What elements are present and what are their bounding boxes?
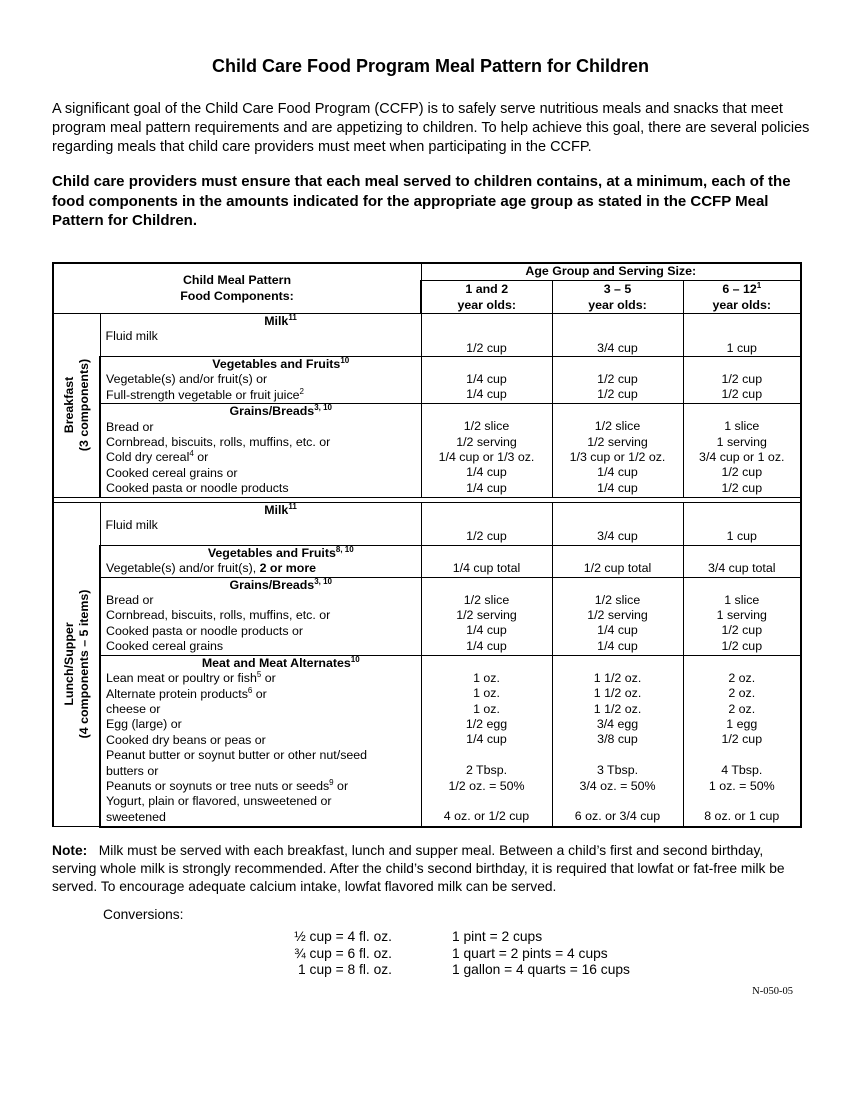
lunch-meat-age-6-12: 2 oz. 2 oz. 2 oz. 1 egg 1/2 cup 4 Tbsp. 1 oz. = 50% 8 oz. or 1 cup (683, 655, 801, 827)
breakfast-veg-age-1-2: 1/4 cup 1/4 cup (421, 357, 552, 404)
breakfast-grains-age-6-12: 1 slice 1 serving 3/4 cup or 1 oz. 1/2 cup 1/2 cup (683, 404, 801, 497)
note-text: Milk must be served with each breakfast, lunch and supper meal. Between a child’s first and second birthday, serving whole milk is strongly recommended. After the child’s second birthday, it is required that lowfat or fat-free milk be served. To encourage adequate calcium intake, lowfat flavored milk can be served. (52, 843, 785, 894)
breakfast-milk-age-3-5: 3/4 cup (552, 314, 683, 357)
lunch-meat-age-3-5: 1 1/2 oz. 1 1/2 oz. 1 1/2 oz. 3/4 egg 3/8 cup 3 Tbsp. 3/4 oz. = 50% 6 oz. or 3/4 cup (552, 655, 683, 827)
lunch-meat-components: Meat and Meat Alternates$^{10}$ Lean meat or poultry or fish$^5$ or Alternate protein products$^6$ or cheese or Egg (large) or Cooked dry beans or peas or Peanut butter or soynut butter or other nut/seed butters or Peanuts or soynuts or tree nuts or seeds$^9$ or Yogurt, plain or flavored, unsweetened or sweetened (100, 655, 421, 827)
breakfast-grains-age-3-5: 1/2 slice 1/2 serving 1/3 cup or 1/2 oz. 1/4 cup 1/4 cup (552, 404, 683, 497)
intro-paragraph: A significant goal of the Child Care Food Program (CCFP) is to safely serve nutritious meals and snacks that meet program meal pattern requirements and are appetizing to children. To help achieve this goal, there are several policies regarding meals that child care providers must meet when participating in the CCFP. (52, 101, 810, 155)
conversions-cups: ½ cup = 4 fl. oz. ¾ cup = 6 fl. oz. 1 cup = 8 fl. oz. (294, 929, 392, 977)
lunch-grains-row (53, 577, 801, 655)
document-code: N-050-05 (752, 986, 793, 997)
header-food-components: Child Meal Pattern Food Components: (53, 263, 421, 314)
lunch-veg-components: Vegetables and Fruits$^{8, 10}$ Vegetable(s) and/or fruit(s), 2 or more (100, 545, 421, 577)
lunch-milk-row (53, 502, 801, 545)
breakfast-milk-components: Milk$^{11}$ Fluid milk (100, 314, 421, 357)
lunch-milk-age-1-2: 1/2 cup (421, 502, 552, 545)
breakfast-milk-age-6-12: 1 cup (683, 314, 801, 357)
header-age-6-12: $6 - 12^1$ year olds: (683, 281, 801, 314)
breakfast-grains-components: Grains/Breads$^{3, 10}$ Bread or Cornbread, biscuits, rolls, muffins, etc. or Cold dry cereal$^4$ or Cooked cereal grains or Cooked pasta or noodle products (100, 404, 421, 497)
breakfast-milk-age-1-2: 1/2 cup (421, 314, 552, 357)
breakfast-veg-age-3-5: 1/2 cup 1/2 cup (552, 357, 683, 404)
conversions-label: Conversions: (103, 907, 184, 922)
lunch-grains-age-6-12: 1 slice 1 serving 1/2 cup 1/2 cup (683, 577, 801, 655)
lunch-grains-age-1-2: 1/2 slice 1/2 serving 1/4 cup 1/4 cup (421, 577, 552, 655)
breakfast-milk-row (53, 314, 801, 357)
lunch-meat-age-1-2: 1 oz. 1 oz. 1 oz. 1/2 egg 1/4 cup 2 Tbsp. 1/2 oz. = 50% 4 oz. or 1/2 cup (421, 655, 552, 827)
lunch-grains-age-3-5: 1/2 slice 1/2 serving 1/4 cup 1/4 cup (552, 577, 683, 655)
header-age-1-2: 1 and 2 year olds: (421, 281, 552, 314)
breakfast-grains-row (53, 404, 801, 497)
lunch-milk-age-3-5: 3/4 cup (552, 502, 683, 545)
lunch-veg-age-3-5: 1/2 cup total (552, 545, 683, 577)
breakfast-grains-age-1-2: 1/2 slice 1/2 serving 1/4 cup or 1/3 oz. 1/4 cup 1/4 cup (421, 404, 552, 497)
requirement-paragraph: Child care providers must ensure that each meal served to children contains, at a minimum, each of the food components in the amounts indicated for the appropriate age group as stated in the CCFP Meal Pattern for Children. (52, 173, 791, 229)
note-label: Note: (52, 843, 88, 858)
breakfast-label: Breakfast (3 components) (53, 314, 100, 498)
breakfast-veg-components: Vegetables and Fruits$^{10}$ Vegetable(s) and/or fruit(s) or Full-strength vegetable or fruit juice$^2$ (100, 357, 421, 404)
conversions-volumes: 1 pint = 2 cups 1 quart = 2 pints = 4 cups 1 gallon = 4 quarts = 16 cups (452, 929, 630, 977)
meal-pattern-table (52, 262, 802, 828)
lunch-veg-age-1-2: 1/4 cup total (421, 545, 552, 577)
table-header-row (53, 263, 801, 281)
lunch-milk-components: Milk$^{11}$ Fluid milk (100, 502, 421, 545)
lunch-milk-age-6-12: 1 cup (683, 502, 801, 545)
lunch-meat-row (53, 655, 801, 827)
breakfast-veg-row (53, 357, 801, 404)
page-title: Child Care Food Program Meal Pattern for Children (211, 56, 650, 76)
lunch-supper-label: Lunch/Supper (4 components – 5 items) (53, 502, 100, 827)
lunch-veg-row (53, 545, 801, 577)
header-age-group: Age Group and Serving Size: (421, 263, 801, 281)
breakfast-veg-age-6-12: 1/2 cup 1/2 cup (683, 357, 801, 404)
milk-note (52, 842, 807, 896)
lunch-veg-age-6-12: 3/4 cup total (683, 545, 801, 577)
lunch-grains-components: Grains/Breads$^{3, 10}$ Bread or Cornbread, biscuits, rolls, muffins, etc. or Cooked pasta or noodle products or Cooked cereal grains (100, 577, 421, 655)
header-age-3-5: 3 – 5 year olds: (552, 281, 683, 314)
